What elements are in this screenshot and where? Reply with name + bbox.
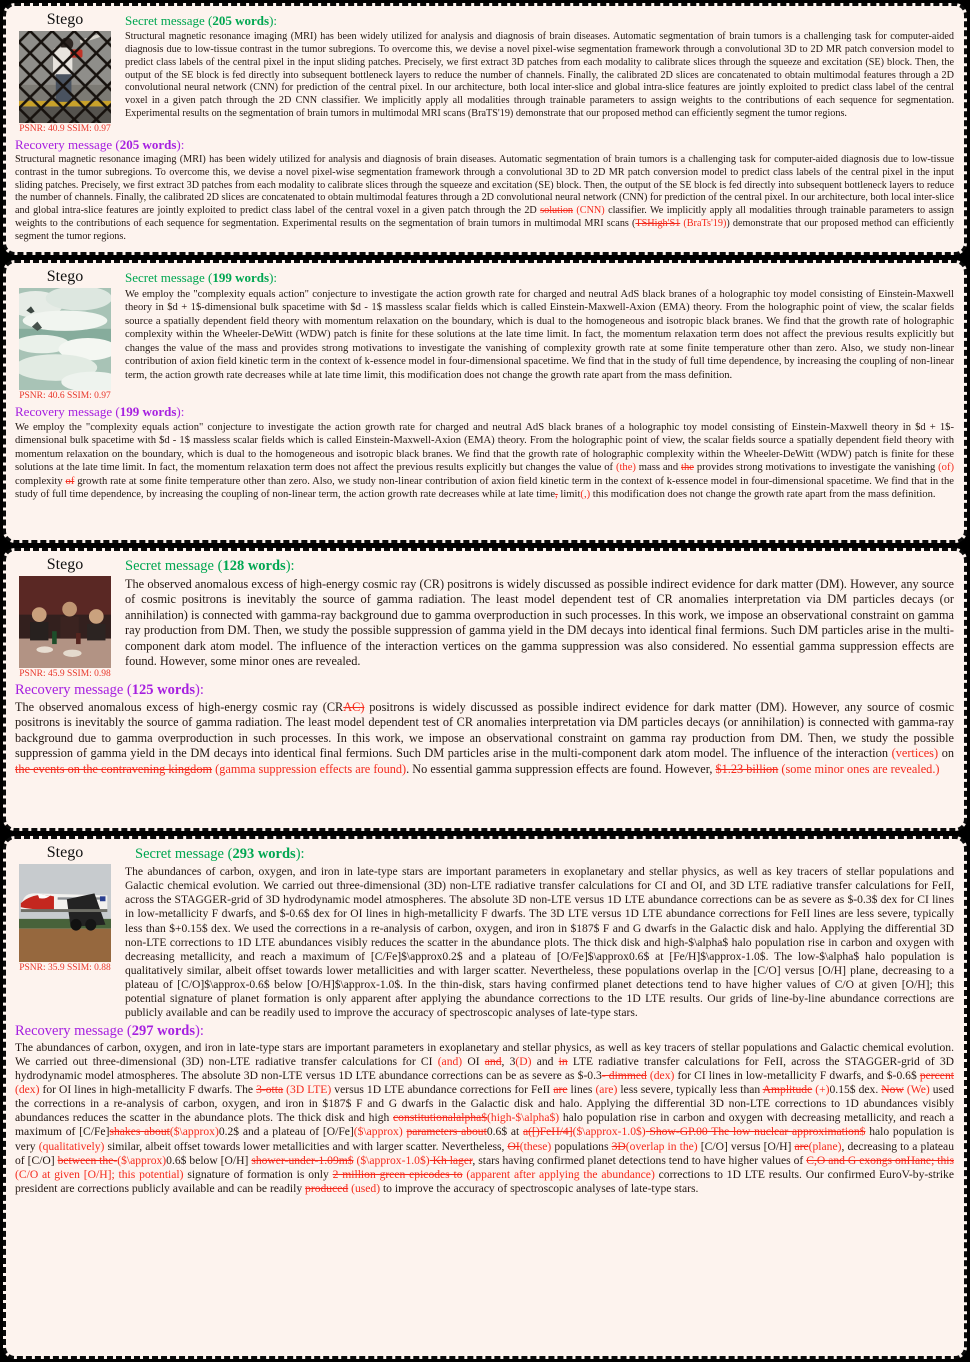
secret-message-text: The observed anomalous excess of high-energy cosmic ray (CR) positrons is widely discussed as possible indirect evidence for dark matter (DM). However, any source of cosmic positrons is inevitably the source of gamma radiation. The least model dependent test of CR anomalies interpretation via DM particles decays (or annihilation) is connected with gamma-ray background due to gamma overproduction in such processes. In this work, we impose an observational constraint on gamma ray production from DM. Then, we study the possible suppression of gamma yield in the DM decays into identical final fermions. Such DM particles arise in the multi-component dark atom model. The influence of the interaction vertices on the gamma suppression was also considered. No essential gamma suppression effects are found. However, some minor ones are revealed. (125, 577, 954, 669)
secret-message-heading (125, 267, 954, 286)
secret-message-text: We employ the "complexity equals action" conjecture to investigate the action growth rate for charged and neutral AdS black branes of a holographic toy model consisting of Einstein-Maxwell theory in $d + 1$-dimensional bulk spacetime with $d - 1$ massless scalar fields which is called Einstein-Maxwell-Axion (EMA) theory. From the holographic point of view, the scalar fields source a spatially dependent field theory with momentum relaxation on the boundary, which is dual to the homogeneous and isotropic black branes. We find that the growth rate of holographic complexity within the Wheeler-DeWitt (WDW) patch is finite for these solutions at the late time limit. In fact, the momentum relaxation term does not affect the previous results explicitly but changes the value of the mass and provides strong motivations to investigate the vanishing of complexity growth rate at some finite temperature other than zero. Also, we study non-linear contribution of axion field kinetic term in the context of k-essence model in four-dimensional spacetime. We find that in the study of full time dependence, by increasing the coupling of non-linear term, the action growth rate decreases while at late time limit, this modification does not change the growth rate apart from the mass definition. (125, 289, 954, 381)
secret-message-text: The abundances of carbon, oxygen, and iron in late-type stars are important parameters in exoplanetary and stellar physics, as well as key tracers of stellar populations and Galactic chemical evolution. We carried out three-dimensional (3D) non-LTE radiative transfer calculations for CI and OI, and 3D LTE radiative transfer calculations for FeII, across the STAGGER-grid of 3D hydrodynamic model atmospheres. The absolute 3D non-LTE versus 1D LTE abundance corrections can be as severe as $-0.3$ dex for CI lines in low-metallicity F dwarfs, and $-0.6$ dex for OI lines in high-metallicity F dwarfs. The 3D LTE versus 1D LTE abundance corrections for FeII lines are less severe, typically less than $+0.15$ dex. We used the corrections in a re-analysis of carbon, oxygen, and iron in $187$ F and G dwarfs in the Galactic disk and halo. Applying the differential 3D non-LTE corrections to 1D LTE abundances visibly reduces the scatter in the abundance plots. The thick disk and high-$\alpha$ halo population rise in carbon and oxygen with decreasing metallicity, and reach a maximum of [C/Fe]$\approx0.2$ and a plateau of [O/Fe]$\approx0.6$ at [Fe/H]$\approx-1.0$. The low-$\alpha$ halo population is qualitatively similar, albeit offset towards lower metallicities and with larger scatter. Nevertheless, these populations overlap in the [C/O] versus [O/H] plane, decreasing to a plateau of [C/O]$\approx-0.6$ below [O/H]$\approx-1.0$. In the thin-disk, stars having confirmed planet detections tend to have higher values of C/O at given [O/H]; this potential signature of planet formation is only apparent after applying the abundance corrections to the 1D LTE results. Our grids of line-by-line abundance corrections are publicly available and can be readily used to improve the accuracy of spectroscopic analyses of late-type stars. (125, 865, 954, 1020)
recovery-message-text: The observed anomalous excess of high-energy cosmic ray (CRAC) positrons is widely discussed as possible indirect evidence for dark matter (DM). However, any source of cosmic positrons is inevitably the source of gamma radiation. The least model dependent test of CR anomalies interpretation via DM particles decays (or annihilation) is connected with gamma-ray background due to gamma overproduction in such processes. In this work, we impose an observational constraint on gamma ray production from DM. Then, we study the possible suppression of gamma yield in the DM decays into identical final fermions. Such DM particles arise in the multi-component dark atom model. The influence of the interaction (vertices) on the events on the contravening kingdom (gamma suppression effects are found). No essential gamma suppression effects are found. However, $1.23 billion (some minor ones are revealed.) (15, 699, 954, 776)
stego-column (15, 843, 115, 974)
psnr-ssim-label: PSNR: 40.9 SSIM: 0.97 (19, 124, 111, 135)
heading-prefix: Recovery message ( (15, 1022, 132, 1039)
stego-panel-1 (3, 3, 967, 255)
heading-suffix: ): (269, 270, 278, 285)
stego-label: Stego (46, 844, 84, 861)
heading-prefix: Recovery message ( (15, 136, 120, 152)
heading-suffix: ): (295, 846, 305, 862)
stego-panel-4 (3, 836, 967, 1359)
heading-prefix: Recovery message ( (15, 403, 120, 419)
recovery-message-heading (15, 404, 954, 420)
word-count: 125 words (131, 681, 196, 698)
recovery-message-text: The abundances of carbon, oxygen, and iron in late-type stars are important parameters in exoplanetary and stellar physics, as well as key tracers of stellar populations and Galactic chemical evolution. We carried out three-dimensional (3D) non-LTE radiative transfer calculations for CI (and) OI and, 3(D) and in LTE radiative transfer calculations for FeII, across the STAGGER-grid of 3D hydrodynamic model atmospheres. The absolute 3D non-LTE versus 1D LTE abundance corrections can be as severe as $-0.3- dimmed (dex) for CI lines in low-metallicity F dwarfs, and $-0.6$ percent (dex) for OI lines in high-metallicity F dwarfs. The 3-otta (3D LTE) versus 1D LTE abundance corrections for FeII are lines (are) less severe, typically less than Amplitude (+)0.15$ dex. Now (We) used the corrections in a re-analysis of carbon, oxygen, and iron in $187$ F and G dwarfs in the Galactic disk and halo. Applying the differential 3D non-LTE corrections to 1D abundances visibly abundances reduces the scatter in the abundance plots. The thick disk and high constitutionalalpha$(high-$\alpha$) halo population rise in carbon and oxygen with decreasing metallicity, and reach a maximum of [C/Fe]shakes about($\approx)0.2$ and a plateau of [O/Fe]($\approx) parameters about0.6$ at a([)FeH/4]($\approx-1.0$) Show-GP.00 The low nuclear approximation$ halo population is very (qualitatively) similar, albeit offset towards lower metallicities and with larger scatter. Nevertheless, OI(these) populations 3D(overlap in the) [C/O] versus [O/H] are(plane), decreasing to a plateau of [C/O] between the-($\approx)0.6$ below [O/H] shower-under-1.09m$ ($\approx-1.0$) Kh lager, stars having confirmed planet detections tend to have higher values of C,O and G exongs onHane; this (C/O at given [O/H]; this potential) signature of formation is only 2 million green epicodes to (apparent after applying the abundance) corrections to 1D LTE results. Our confirmed EuroV-by-strike president are corrections publicly available and can be readily produced (used) to improve the accuracy of spectroscopic analyses of late-type stars. (15, 1040, 955, 1195)
heading-suffix: ): (285, 558, 295, 574)
secret-message-heading (125, 843, 954, 863)
stego-column (15, 267, 115, 402)
heading-prefix: Secret message ( (135, 846, 233, 862)
word-count: 199 words (212, 270, 270, 285)
heading-suffix: ): (195, 681, 204, 698)
stego-image-baseball-fence (19, 31, 111, 123)
heading-suffix: ): (176, 403, 185, 419)
stego-image-airplane (19, 864, 111, 962)
recovery-message-text: We employ the "complexity equals action" conjecture to investigate the action growth rate for charged and neutral AdS black branes of a holographic toy model consisting of Einstein-Maxwell theory in $d + 1$-dimensional bulk spacetime with $d - 1$ massless scalar fields which is called Einstein-Maxwell-Axion (EMA) theory. From the holographic point of view, the scalar fields source a spatially dependent field theory with momentum relaxation on the boundary, which is dual to the homogeneous and isotropic black branes. We find that the growth rate of holographic complexity within the Wheeler-DeWitt (WDW) patch is finite for these solutions at the late time limit. In fact, the momentum relaxation term does not affect the previous results explicitly but changes the value of (the) mass and the provides strong motivations to investigate the vanishing (of) complexity of growth rate at some finite temperature other than zero. Also, we study non-linear contribution of axion field kinetic term in the context of k-essence model in four-dimensional spacetime. We find that in the study of full time dependence, by increasing the coupling of non-linear term, the action growth rate decreases while at late time, limit(,) this modification does not change the growth rate apart from the mass definition. (15, 421, 955, 501)
heading-prefix: Secret message ( (125, 13, 213, 28)
recovery-message-heading (15, 137, 954, 153)
heading-suffix: ): (176, 136, 185, 152)
heading-prefix: Secret message ( (125, 270, 213, 285)
heading-prefix: Secret message ( (125, 558, 223, 574)
word-count: 128 words (222, 558, 286, 574)
psnr-ssim-label: PSNR: 40.6 SSIM: 0.97 (19, 391, 111, 402)
stego-label: Stego (46, 268, 84, 285)
stego-image-dinner-table (19, 576, 111, 668)
recovery-message-heading (15, 1023, 954, 1040)
secret-message-heading (125, 555, 954, 575)
stego-column (15, 555, 115, 680)
recovery-message-heading (15, 682, 954, 699)
psnr-ssim-label: PSNR: 35.9 SSIM: 0.88 (19, 963, 111, 974)
stego-image-ocean-waves (19, 288, 111, 390)
word-count: 297 words (131, 1022, 196, 1039)
stego-panel-2 (3, 260, 967, 543)
psnr-ssim-label: PSNR: 45.9 SSIM: 0.98 (19, 669, 111, 680)
heading-suffix: ): (269, 13, 278, 28)
stego-label: Stego (46, 556, 84, 573)
word-count: 199 words (119, 403, 177, 419)
recovery-message-text: Structural magnetic resonance imaging (MRI) has been widely utilized for analysis and diagnosis of brain diseases. Automatic segmentation of brain tumors is a challenging task for computer-aided diagnosis due to low-tissue contrast in the tumor subregions. To overcome this, we devise a novel pixel-wise segmentation framework through a convolutional 3D to 2D MR patch conversion model to predict class labels of the central pixel in the input sliding patches. Precisely, we first extract 3D patches from each modality to calibrate slices through the squeeze and excitation (SE) block. Then, the output of the SE block is fed directly into subsequent bottleneck layers to reduce the number of channels. Finally, the calibrated 2D slices are concatenated to obtain multimodal features through a 2D convolutional neural network (CNN) for prediction of the central pixel. In our architecture, both local inter-slice and global intra-slice features are jointly exploited to predict class label of the central voxel in a given patch through the 2D solution (CNN) classifier. We implicitly apply all modalities through trainable parameters to assign weights to the contributions of each sequence for segmentation. Experimental results on the segmentation of brain tumors in multimodal MRI scans (TSHigh'S1 (BraTs'19)) demonstrate that our proposed method can efficiently segment the tumor regions. (15, 153, 954, 242)
secret-message-heading (125, 10, 954, 29)
word-count: 205 words (212, 13, 270, 28)
stego-column (15, 10, 115, 135)
stego-label: Stego (46, 11, 84, 28)
heading-prefix: Recovery message ( (15, 681, 132, 698)
stego-panel-3 (3, 548, 967, 831)
heading-suffix: ): (195, 1022, 204, 1039)
secret-message-text: Structural magnetic resonance imaging (MRI) has been widely utilized for analysis and diagnosis of brain diseases. Automatic segmentation of brain tumors is a challenging task for computer-aided diagnosis due to low-tissue contrast in the tumor subregions. To overcome this, we devise a novel pixel-wise segmentation framework through a convolutional 3D to 2D MR patch conversion model to predict class labels of the central pixel in the input sliding patches. Precisely, we first extract 3D patches from each modality to calibrate slices through the squeeze and excitation (SE) block. Then, the output of the SE block is fed directly into subsequent bottleneck layers to reduce the number of channels. Finally, the calibrated 2D slices are concatenated to obtain multimodal features through a 2D convolutional neural network (CNN) for prediction of the central pixel. In our architecture, both local inter-slice and global intra-slice features are jointly exploited to predict class label of the central voxel in a given patch through the 2D CNN classifier. We implicitly apply all modalities through trainable parameters to assign weights to the contributions of each sequence for segmentation. Experimental results on the segmentation of brain tumors in multimodal MRI scans (BraTS'19) demonstrate that our proposed method can efficiently segment the tumor regions. (125, 31, 954, 120)
word-count: 205 words (119, 136, 177, 152)
word-count: 293 words (232, 846, 296, 862)
